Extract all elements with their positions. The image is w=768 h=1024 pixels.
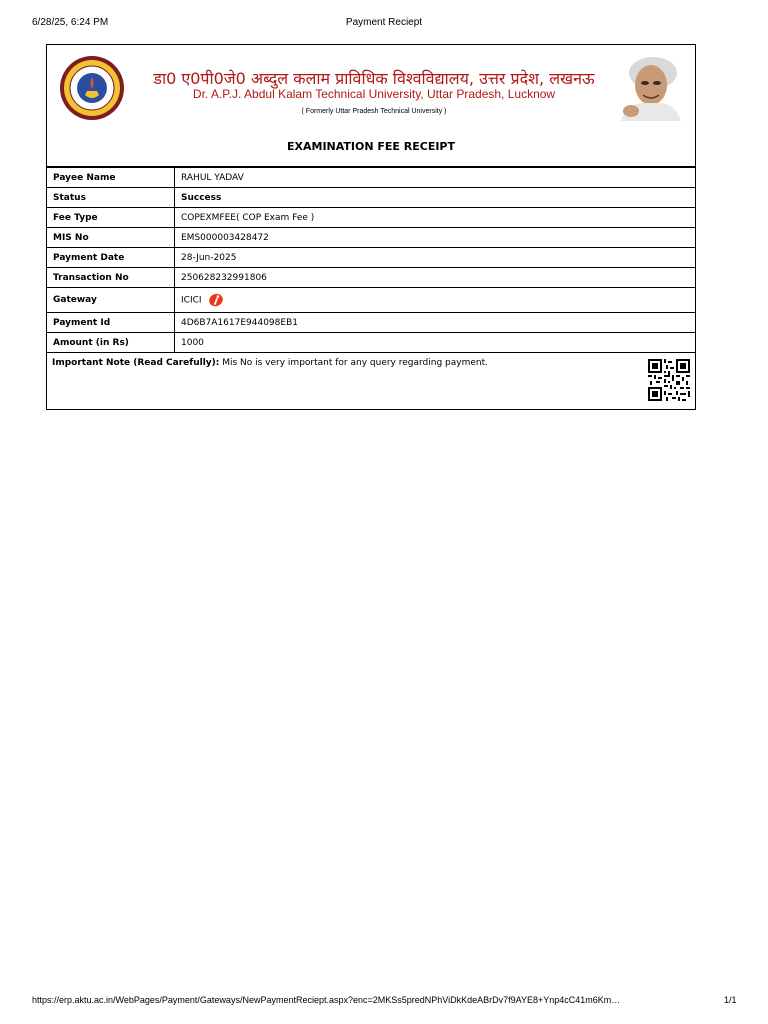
portrait-photo	[613, 53, 685, 121]
receipt-title: EXAMINATION FEE RECEIPT	[287, 140, 455, 153]
status-value: Success	[175, 188, 696, 208]
receipt-header	[47, 45, 695, 167]
table-row	[47, 288, 696, 313]
field-label: Amount (in Rs)	[47, 333, 175, 353]
table-row	[47, 333, 696, 353]
field-label: Gateway	[47, 288, 175, 313]
table-row	[47, 268, 696, 288]
table-row	[47, 313, 696, 333]
university-name-english: Dr. A.P.J. Abdul Kalam Technical University, Uttar Pradesh, Lucknow	[192, 87, 556, 101]
field-value: COPEXMFEE( COP Exam Fee )	[175, 208, 696, 228]
receipt-card	[46, 44, 696, 410]
print-footer-page: 1/1	[724, 995, 737, 1005]
table-row	[47, 188, 696, 208]
table-row	[47, 228, 696, 248]
table-row	[47, 208, 696, 228]
field-value: ICICI	[181, 295, 202, 306]
field-value: RAHUL YADAV	[175, 168, 696, 188]
field-label: Fee Type	[47, 208, 175, 228]
print-footer-url: https://erp.aktu.ac.in/WebPages/Payment/Gateways/NewPaymentReciept.aspx?enc=2MKSs5predNPhViDkKdeABrDv7f9AYE8+Ynp4cC41m6Km…	[32, 995, 621, 1005]
field-label: Transaction No	[47, 268, 175, 288]
receipt-fields-table	[46, 167, 696, 353]
table-row	[47, 168, 696, 188]
gateway-cell	[175, 288, 696, 313]
university-former-name: ( Formerly Uttar Pradesh Technical University )	[301, 108, 447, 115]
note-text: Mis No is very important for any query regarding payment.	[219, 358, 488, 368]
field-label: Payee Name	[47, 168, 175, 188]
note-label: Important Note (Read Carefully):	[52, 358, 220, 368]
amount-value: 1000	[175, 333, 696, 353]
qr-code-icon	[648, 359, 690, 401]
field-value: EMS000003428472	[175, 228, 696, 248]
field-value: 4D6B7A1617E944098EB1	[175, 313, 696, 333]
field-label: Status	[47, 188, 175, 208]
important-note	[52, 358, 488, 368]
university-logo-icon	[59, 55, 125, 121]
field-value: 250628232991806	[175, 268, 696, 288]
university-name-hindi: डा0 ए0पी0जे0 अब्दुल कलाम प्राविधिक विश्वविद्यालय, उत्तर प्रदेश, लखनऊ	[153, 69, 595, 88]
field-value: 28-Jun-2025	[175, 248, 696, 268]
icici-logo-icon	[208, 292, 224, 308]
print-doc-title: Payment Reciept	[345, 17, 423, 28]
print-datetime: 6/28/25, 6:24 PM	[32, 17, 109, 28]
field-label: MIS No	[47, 228, 175, 248]
table-row	[47, 248, 696, 268]
important-note-row	[47, 353, 695, 405]
field-label: Payment Date	[47, 248, 175, 268]
field-label: Payment Id	[47, 313, 175, 333]
